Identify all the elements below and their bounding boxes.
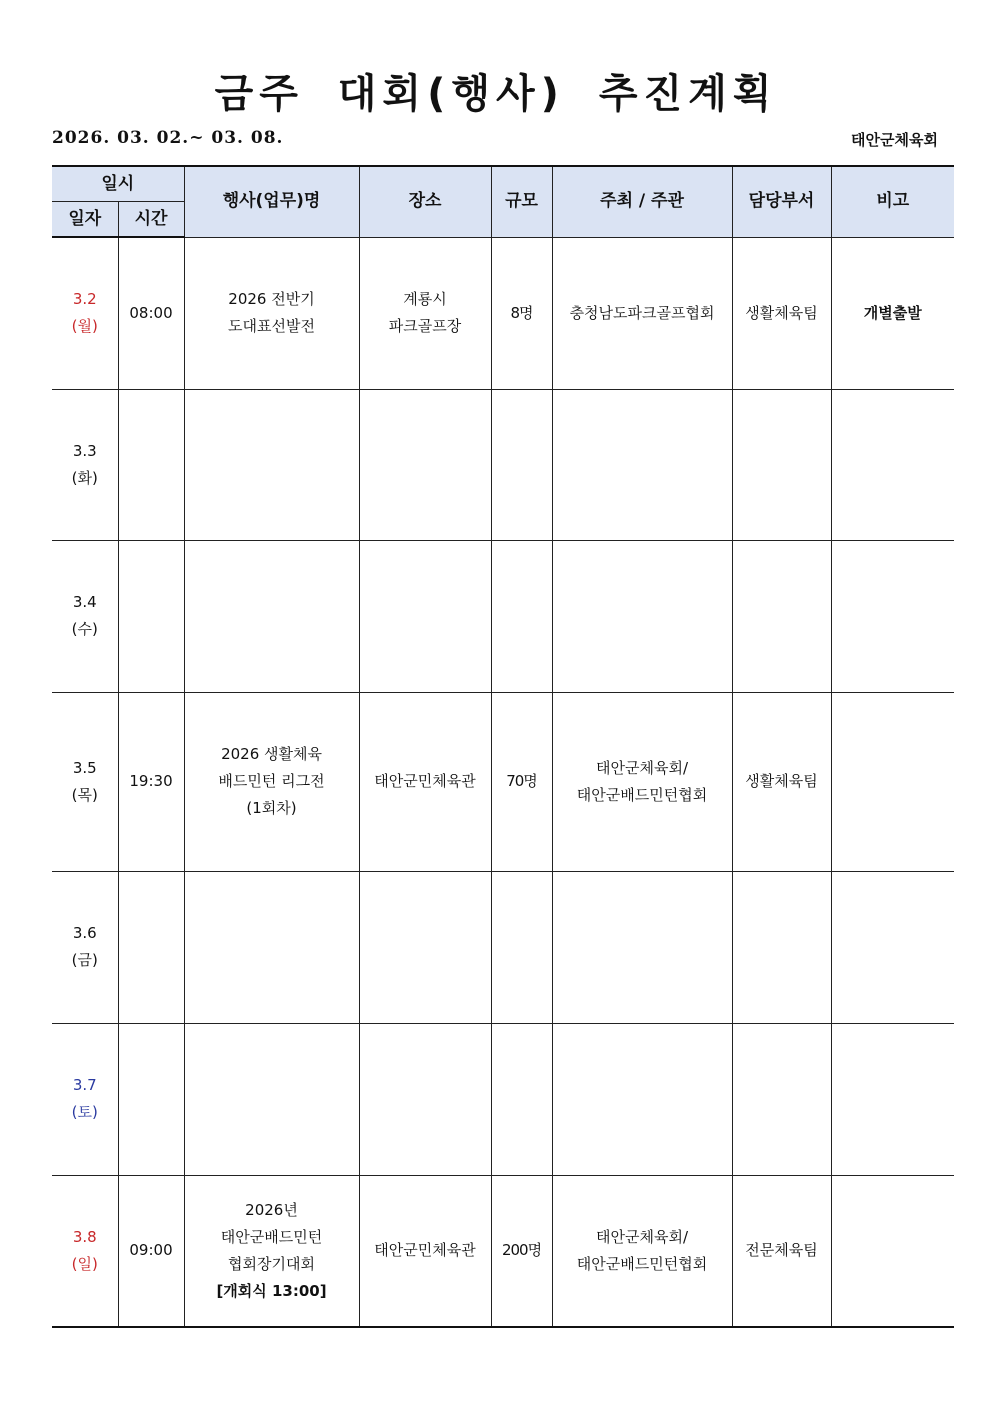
dept-cell: [732, 1175, 831, 1327]
time-cell-line: 09:00: [129, 1241, 173, 1260]
event-cell-line: [개회식 13:00]: [216, 1281, 327, 1300]
scale-cell: [491, 237, 552, 389]
date-cell-line: (월): [71, 317, 98, 336]
event-cell-line: 태안군배드민턴: [220, 1227, 323, 1246]
event-cell-line: 배드민턴 리그전: [218, 772, 325, 790]
date-cell: [52, 389, 118, 540]
date-cell-line: 3.6: [72, 924, 97, 942]
scale-cell-line: 200명: [501, 1241, 542, 1260]
date-cell: [52, 540, 118, 692]
venue-cell: [359, 389, 491, 540]
table-row: [52, 1023, 954, 1175]
header-scale: 규모: [491, 166, 552, 237]
event-cell: [184, 540, 359, 692]
event-cell: [184, 237, 359, 389]
week-period: 2026. 03. 02.~ 03. 08.: [52, 128, 284, 148]
event-cell-line: 협회장기대회: [228, 1254, 315, 1273]
scale-cell: [491, 389, 552, 540]
table-row: [52, 389, 954, 540]
date-cell-line: 3.7: [72, 1076, 97, 1094]
header-date: 일자: [52, 202, 118, 238]
date-cell-line: 3.3: [72, 441, 97, 460]
host-cell: [552, 871, 732, 1023]
host-cell: [552, 237, 732, 389]
date-cell: [52, 692, 118, 871]
time-cell: [118, 1175, 184, 1327]
venue-cell-line: 태안군민체육관: [374, 1241, 476, 1260]
event-cell: [184, 1023, 359, 1175]
schedule-table: [52, 165, 954, 1328]
host-cell: [552, 1175, 732, 1327]
note-cell-line: 개별출발: [863, 303, 922, 322]
header-host: 주최 / 주관: [552, 166, 732, 237]
note-cell: [831, 237, 954, 389]
note-cell: [831, 389, 954, 540]
dept-cell-line: 전문체육팀: [745, 1241, 818, 1260]
venue-cell-line: 태안군민체육관: [374, 772, 476, 790]
note-cell: [831, 871, 954, 1023]
host-cell: [552, 1023, 732, 1175]
dept-cell: [732, 692, 831, 871]
date-cell-line: (토): [71, 1103, 98, 1121]
venue-cell: [359, 871, 491, 1023]
organization-name: 태안군체육회: [851, 131, 938, 149]
venue-cell-line: 계룡시: [403, 290, 447, 308]
table-row: [52, 540, 954, 692]
dept-cell: [732, 389, 831, 540]
time-cell-line: 08:00: [129, 303, 173, 322]
table-row: [52, 871, 954, 1023]
event-cell: [184, 692, 359, 871]
date-cell: [52, 237, 118, 389]
dept-cell-line: 생활체육팀: [745, 772, 818, 790]
date-cell-line: (화): [71, 468, 98, 487]
scale-cell: [491, 540, 552, 692]
table-row: [52, 692, 954, 871]
date-cell-line: 3.5: [72, 758, 97, 777]
date-cell-line: 3.8: [72, 1227, 97, 1246]
venue-cell-line: 파크골프장: [388, 317, 462, 335]
header-dept: 담당부서: [732, 166, 831, 237]
event-cell-line: 2026년: [245, 1200, 298, 1219]
host-cell-line: 태안군배드민턴협회: [576, 785, 708, 804]
venue-cell: [359, 540, 491, 692]
event-cell: [184, 1175, 359, 1327]
event-cell-line: (1회차): [246, 799, 297, 817]
host-cell: [552, 389, 732, 540]
event-cell-line: 도대표선발전: [228, 317, 315, 335]
table-row: [52, 237, 954, 389]
dept-cell: [732, 540, 831, 692]
host-cell-line: 태안군체육회/: [596, 1227, 689, 1246]
date-cell: [52, 1175, 118, 1327]
venue-cell: [359, 692, 491, 871]
scale-cell: [491, 871, 552, 1023]
venue-cell: [359, 237, 491, 389]
host-cell: [552, 540, 732, 692]
dept-cell-line: 생활체육팀: [745, 303, 818, 322]
time-cell: [118, 389, 184, 540]
date-cell-line: 3.2: [72, 290, 97, 309]
dept-cell: [732, 871, 831, 1023]
date-cell-line: 3.4: [72, 593, 97, 611]
note-cell: [831, 540, 954, 692]
time-cell: [118, 692, 184, 871]
dept-cell: [732, 237, 831, 389]
date-cell-line: (목): [71, 785, 98, 804]
note-cell: [831, 1023, 954, 1175]
page-title: 금주 대회(행사) 추진계획: [214, 71, 778, 117]
time-cell: [118, 540, 184, 692]
venue-cell: [359, 1175, 491, 1327]
event-cell-line: 2026 생활체육: [221, 745, 322, 763]
scale-cell: [491, 692, 552, 871]
host-cell: [552, 692, 732, 871]
time-cell: [118, 871, 184, 1023]
host-cell-line: 충청남도파크골프협회: [569, 303, 715, 322]
scale-cell: [491, 1023, 552, 1175]
dept-cell: [732, 1023, 831, 1175]
scale-cell: [491, 1175, 552, 1327]
note-cell: [831, 1175, 954, 1327]
time-cell: [118, 237, 184, 389]
host-cell-line: 태안군체육회/: [596, 758, 689, 777]
note-cell: [831, 692, 954, 871]
date-cell-line: (금): [71, 951, 98, 969]
header-note: 비고: [831, 166, 954, 237]
event-cell-line: 2026 전반기: [228, 290, 315, 308]
date-cell-line: (수): [71, 620, 98, 638]
time-cell: [118, 1023, 184, 1175]
date-cell-line: (일): [71, 1254, 98, 1273]
header-time: 시간: [118, 202, 184, 238]
scale-cell-line: 8명: [510, 303, 533, 322]
header-venue: 장소: [359, 166, 491, 237]
host-cell-line: 태안군배드민턴협회: [576, 1254, 708, 1273]
table-row: [52, 1175, 954, 1327]
header-event: 행사(업무)명: [184, 166, 359, 237]
header-datetime: 일시: [52, 166, 184, 202]
event-cell: [184, 871, 359, 1023]
date-cell: [52, 1023, 118, 1175]
date-cell: [52, 871, 118, 1023]
event-cell: [184, 389, 359, 540]
time-cell-line: 19:30: [129, 772, 173, 790]
venue-cell: [359, 1023, 491, 1175]
scale-cell-line: 70명: [506, 772, 537, 790]
